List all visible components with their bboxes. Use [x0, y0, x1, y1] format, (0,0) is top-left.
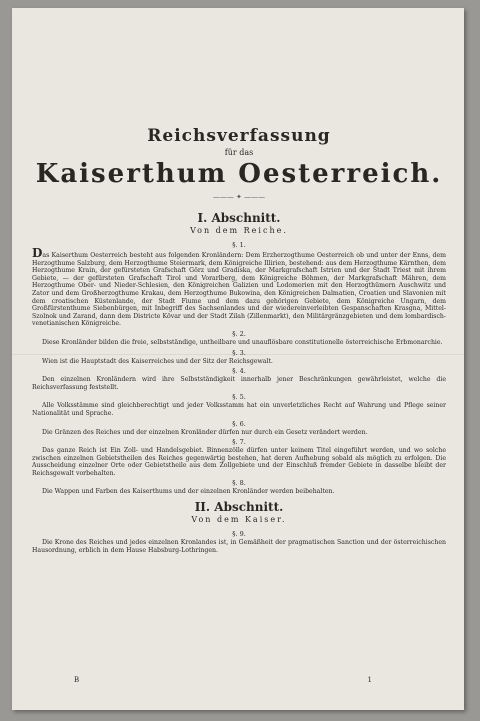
section-subtitle: Von dem Kaiser. [191, 515, 287, 525]
paragraph-number: §. 7. [232, 438, 246, 447]
paragraph-text: Die Krone des Reiches und jedes einzelnen Kronlandes ist, in Gemäßheit der pragmatischen Sanction und der österreichischen Hausordnung, erblich in dem Hause Habsburg-Lothringen. [32, 539, 446, 554]
page-number: 1 [367, 676, 372, 684]
paragraph-text: Alle Volksstämme sind gleichberechtigt und jeder Volksstamm hat ein unverletzliches Recht auf Wahrung und Pflege seiner Nationalität und Sprache. [32, 402, 446, 417]
paragraph-number: §. 8. [232, 479, 246, 488]
section-title: I. Abschnitt. [197, 211, 281, 225]
section-1 [32, 211, 446, 496]
signature-mark: B [74, 676, 80, 684]
paragraph-number: §. 6. [232, 419, 246, 428]
paragraph-text: Die Gränzen des Reiches und der einzelnen Kronländer dürfen nur durch ein Gesetz verändert werden. [42, 428, 368, 436]
document-title-large: Kaiserthum Oesterreich. [35, 159, 443, 189]
document-title: Reichsverfassung [147, 126, 331, 146]
paragraph-number: §. 2. [232, 329, 246, 338]
paragraph-number: §. 4. [232, 367, 246, 376]
page-footer [74, 676, 372, 684]
paragraph-text: Das ganze Reich ist Ein Zoll- und Handelsgebiet. Binnenzölle dürfen unter keinem Titel eingeführt werden, und wo solche zwischen einzelnen Gebietstheilen des Reiches gegenwärtig bestehen, hat deren Aufhebung sobald als möglich zu erfolgen. Die Ausscheidung einzelner Orte oder Gebietstheile aus dem Zollgebiete und der Einschluß fremder Gebiete in dasselbe bleibt der Reichsgewalt vorbehalten. [32, 447, 446, 477]
document-content [32, 126, 446, 554]
paragraph-text: Wien ist die Hauptstadt des Kaiserreiches und der Sitz der Reichsgewalt. [42, 357, 273, 365]
paragraph-text: Den einzelnen Kronländern wird ihre Selbstständigkeit innerhalb jener Beschränkungen gewährleistet, welche die Reichsverfassung feststellt. [32, 376, 446, 391]
paragraph-text: Die Wappen und Farben des Kaiserthums und der einzelnen Kronländer werden beibehalten. [42, 488, 335, 496]
section-title: II. Abschnitt. [194, 500, 284, 515]
paragraph-text: Das Kaiserthum Oesterreich besteht aus folgenden Kronländern: Dem Erzherzogthume Oesterreich ob und unter der Enns, dem Herzogthume Salzburg, dem Herzogthume Steiermark, dem Königreiche Illirien, bestehend: aus dem Herzogthume Kärnthen, dem Herzogthume Krain, der gefürsteten Grafschaft Görz und Gradiska, der Markgrafschaft Istrien und der Stadt Triest mit ihrem Gebiete, — der gefürsteten Grafschaft Tirol und Vorarlberg, dem Königreiche Böhmen, der Markgrafschaft Mähren, dem Herzogthume Ober- und Nieder-Schlesien, den Königreichen Galizien und Lodomerien mit den Herzogthümern Auschwitz und Zator und dem Großherzogthume Krakau, dem Herzogthume Bukowina, den Königreichen Dalmatien, Croatien und Slavonien mit dem croatischen Küstenlande, der Stadt Fiume und dem dazu gehörigen Gebiete, dem Königreiche Ungarn, dem Großfürstenthume Siebenbürgen, mit Inbegriff des Sachsenlandes und der wiedereinverleibten Gespanschaften Krasgna, Mittel-Szolnok und Zarand, dann dem Districte Kövar und der Stadt Zilah (Zillenmarkt), den Militärgränzgebieten und dem lombardisch-venetianischen Königreiche. [32, 246, 446, 328]
paragraph-text: Diese Kronländer bilden die freie, selbstständige, untheilbare und unauflösbare constitutionelle österreichische Erbmonarchie. [42, 338, 443, 346]
paragraph-number: §. 9. [232, 530, 246, 539]
paragraph-number: §. 1. [232, 241, 246, 249]
ornament-divider: ——— ✦ ——— [212, 193, 266, 201]
paragraph-number: §. 3. [232, 348, 246, 357]
section-subtitle: Von dem Reiche. [190, 226, 288, 235]
document-page [12, 8, 464, 710]
paragraph-number: §. 5. [232, 393, 246, 402]
section-2 [32, 500, 446, 554]
document-title-connector: für das [224, 148, 254, 157]
